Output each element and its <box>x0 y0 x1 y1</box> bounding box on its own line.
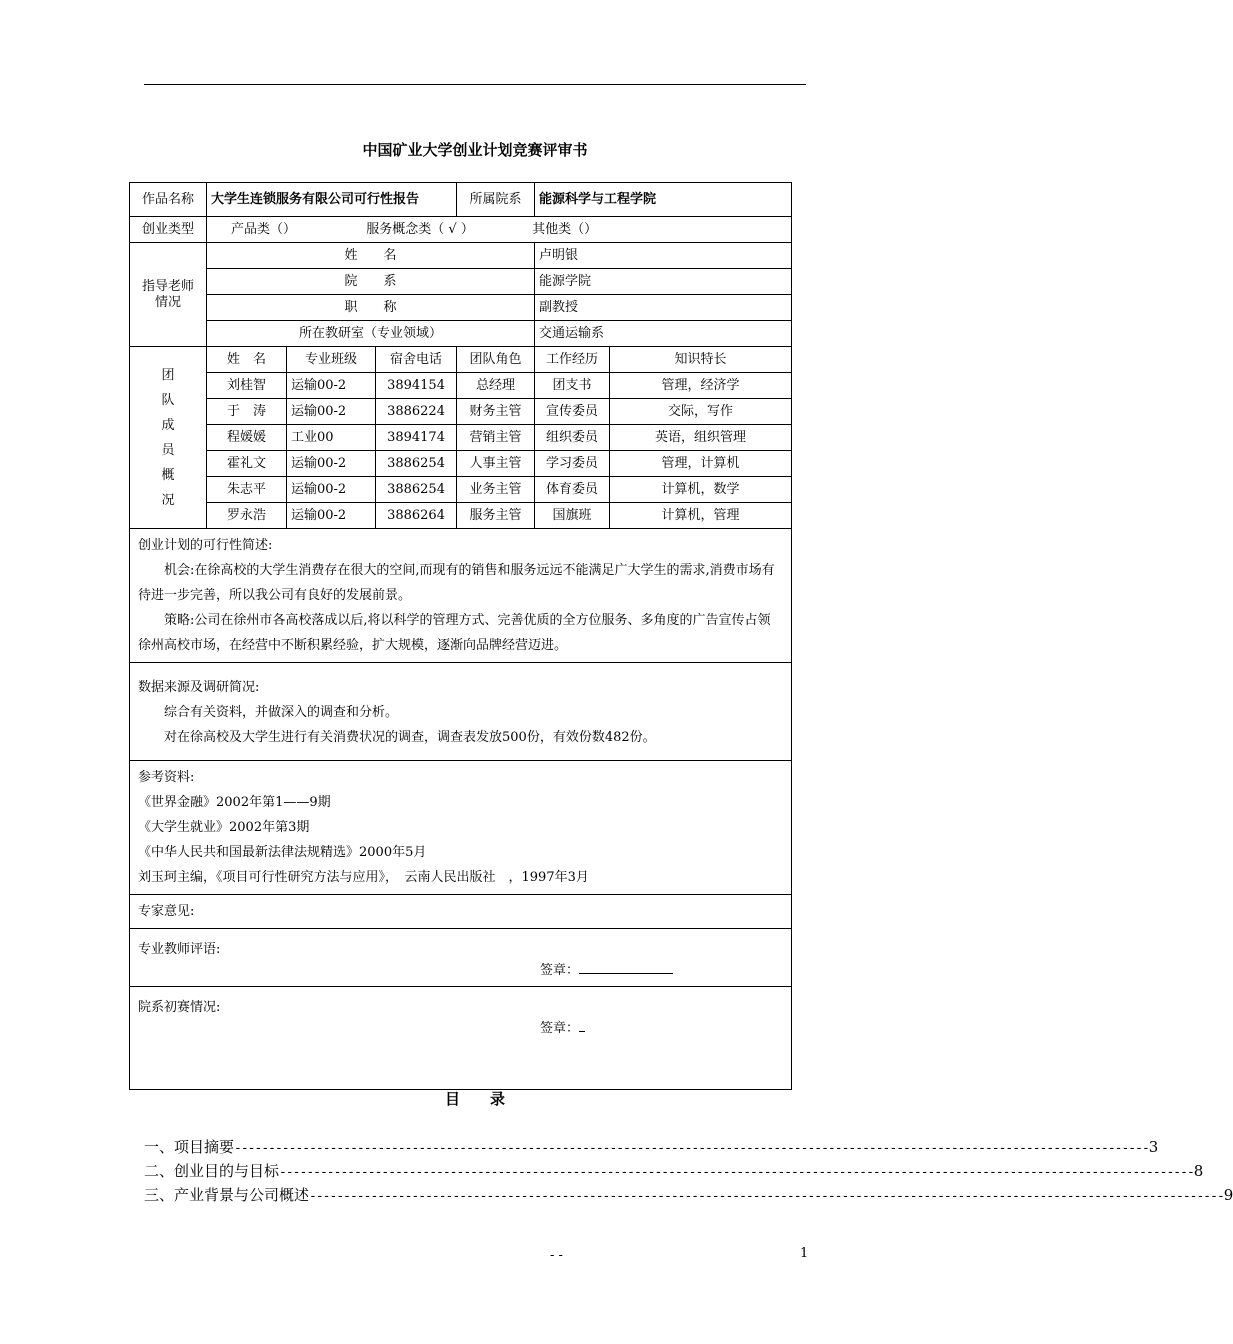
member-skills: 英语，组织管理 <box>610 425 792 451</box>
advisor-label: 指导老师情况 <box>130 243 207 347</box>
reference-item: 《中华人民共和国最新法律法规精选》2000年5月 <box>138 845 427 860</box>
member-class: 运输00-2 <box>287 503 376 529</box>
toc-leader: -------------------------------------------------------------------------------------------------------------------------------------- <box>234 1141 1149 1156</box>
data-source-label: 数据来源及调研简况: <box>138 680 260 695</box>
data-source-line: 综合有关资料，并做深入的调查和分析。 <box>164 705 399 720</box>
type-label: 创业类型 <box>130 217 207 243</box>
reference-item: 《世界金融》2002年第1——9期 <box>138 795 331 810</box>
member-name: 于 涛 <box>207 399 287 425</box>
advisor-row <box>130 269 792 295</box>
signature-line <box>579 1019 585 1032</box>
member-role: 服务主管 <box>457 503 535 529</box>
member-class: 运输00-2 <box>287 451 376 477</box>
references-label: 参考资料: <box>138 770 195 785</box>
feasibility-label: 创业计划的可行性简述: <box>138 538 273 553</box>
member-experience: 宣传委员 <box>535 399 610 425</box>
member-class: 运输00-2 <box>287 373 376 399</box>
toc-item-label: 一、项目摘要 <box>144 1138 235 1156</box>
feasibility-strategy: 策略:公司在徐州市各高校落成以后,将以科学的管理方式、完善优质的全方位服务、多角度的广告宣传占领徐州高校市场，在经营中不断积累经验，扩大规模，逐渐向品牌经营迈进。 <box>138 613 771 653</box>
work-name-value: 大学生连锁服务有限公司可行性报告 <box>207 183 457 217</box>
toc-item-page: 8 <box>1193 1162 1204 1180</box>
advisor-row <box>130 295 792 321</box>
reference-item: 刘玉珂主编，《项目可行性研究方法与应用》， 云南人民出版社 ，1997年3月 <box>138 870 589 885</box>
member-phone: 3886264 <box>376 503 457 529</box>
dept-signature <box>540 1019 585 1037</box>
signature-label: 签章： <box>540 1021 580 1036</box>
work-name-label: 作品名称 <box>130 183 207 217</box>
member-experience: 学习委员 <box>535 451 610 477</box>
member-name: 程媛媛 <box>207 425 287 451</box>
page-number: 1 <box>800 1246 809 1261</box>
member-role: 总经理 <box>457 373 535 399</box>
team-header: 团队角色 <box>457 347 535 373</box>
references-section <box>130 761 792 895</box>
toc-leader: -------------------------------------------------------------------------------------------------------------------------------------- <box>309 1189 1224 1204</box>
member-phone: 3886254 <box>376 451 457 477</box>
teacher-signature <box>540 961 673 979</box>
advisor-field-label: 所在教研室（专业领域） <box>207 321 535 347</box>
toc-leader: -------------------------------------------------------------------------------------------------------------------------------------- <box>279 1165 1194 1180</box>
member-skills: 管理，计算机 <box>610 451 792 477</box>
toc-item[interactable] <box>144 1160 1204 1184</box>
table-of-contents <box>144 1136 1233 1208</box>
team-row <box>130 451 792 477</box>
team-label: 团队成员概况 <box>130 347 207 529</box>
team-header: 知识特长 <box>610 347 792 373</box>
member-name: 霍礼文 <box>207 451 287 477</box>
dept-prelim-label: 院系初赛情况: <box>138 1000 221 1015</box>
data-source-line: 对在徐高校及大学生进行有关消费状况的调查，调查表发放500份，有效份数482份。 <box>164 730 656 745</box>
member-skills: 交际，写作 <box>610 399 792 425</box>
dept-prelim-section <box>130 987 792 1090</box>
member-name: 罗永浩 <box>207 503 287 529</box>
teacher-comment-label: 专业教师评语: <box>138 942 221 957</box>
member-class: 运输00-2 <box>287 477 376 503</box>
member-phone: 3894154 <box>376 373 457 399</box>
signature-label: 签章： <box>540 963 580 978</box>
type-row <box>130 217 792 243</box>
feasibility-section <box>130 529 792 663</box>
member-role: 业务主管 <box>457 477 535 503</box>
team-header: 姓 名 <box>207 347 287 373</box>
toc-item[interactable] <box>144 1136 1159 1160</box>
advisor-field-value: 副教授 <box>535 295 792 321</box>
team-row <box>130 399 792 425</box>
member-name: 刘桂智 <box>207 373 287 399</box>
member-name: 朱志平 <box>207 477 287 503</box>
advisor-field-label: 职 称 <box>207 295 535 321</box>
signature-line <box>579 961 673 974</box>
team-header-row <box>130 347 792 373</box>
toc-item[interactable] <box>144 1184 1233 1208</box>
member-experience: 团支书 <box>535 373 610 399</box>
member-skills: 管理，经济学 <box>610 373 792 399</box>
toc-item-page: 9 <box>1223 1186 1233 1204</box>
member-skills: 计算机，管理 <box>610 503 792 529</box>
member-class: 运输00-2 <box>287 399 376 425</box>
header-rule <box>144 84 806 85</box>
team-row <box>130 373 792 399</box>
dept-label: 所属院系 <box>457 183 535 217</box>
member-skills: 计算机，数学 <box>610 477 792 503</box>
team-row <box>130 477 792 503</box>
advisor-field-value: 能源学院 <box>535 269 792 295</box>
member-experience: 体育委员 <box>535 477 610 503</box>
teacher-section <box>130 929 792 987</box>
advisor-row <box>130 243 792 269</box>
document-title: 中国矿业大学创业计划竞赛评审书 <box>362 141 588 159</box>
evaluation-form <box>129 182 792 1090</box>
feasibility-opportunity: 机会:在徐高校的大学生消费存在很大的空间,而现有的销售和服务远远不能满足广大学生的需求,消费市场有待进一步完善，所以我公司有良好的发展前景。 <box>138 563 775 603</box>
expert-label: 专家意见: <box>138 904 195 919</box>
team-header: 工作经历 <box>535 347 610 373</box>
data-source-section <box>130 663 792 761</box>
toc-item-label: 三、产业背景与公司概述 <box>144 1186 310 1204</box>
dept-value: 能源科学与工程学院 <box>535 183 792 217</box>
advisor-field-value: 交通运输系 <box>535 321 792 347</box>
member-role: 财务主管 <box>457 399 535 425</box>
member-class: 工业00 <box>287 425 376 451</box>
member-phone: 3886254 <box>376 477 457 503</box>
advisor-field-label: 院 系 <box>207 269 535 295</box>
toc-item-label: 二、创业目的与目标 <box>144 1162 280 1180</box>
advisor-field-label: 姓 名 <box>207 243 535 269</box>
team-header: 宿舍电话 <box>376 347 457 373</box>
toc-title: 目 录 <box>444 1090 505 1108</box>
toc-item-page: 3 <box>1148 1138 1159 1156</box>
advisor-field-value: 卢明银 <box>535 243 792 269</box>
advisor-row <box>130 321 792 347</box>
team-row <box>130 503 792 529</box>
team-row <box>130 425 792 451</box>
member-experience: 国旗班 <box>535 503 610 529</box>
type-product: 产品类（） <box>231 221 297 237</box>
type-service: 服务概念类（ √ ） <box>366 221 474 237</box>
work-name-row <box>130 183 792 217</box>
type-options <box>207 217 792 243</box>
footer-marker: - - <box>550 1248 563 1263</box>
member-phone: 3886224 <box>376 399 457 425</box>
team-header: 专业班级 <box>287 347 376 373</box>
member-role: 营销主管 <box>457 425 535 451</box>
member-phone: 3894174 <box>376 425 457 451</box>
reference-item: 《大学生就业》2002年第3期 <box>138 820 310 835</box>
member-experience: 组织委员 <box>535 425 610 451</box>
member-role: 人事主管 <box>457 451 535 477</box>
expert-section <box>130 895 792 929</box>
type-other: 其他类（） <box>532 221 598 237</box>
